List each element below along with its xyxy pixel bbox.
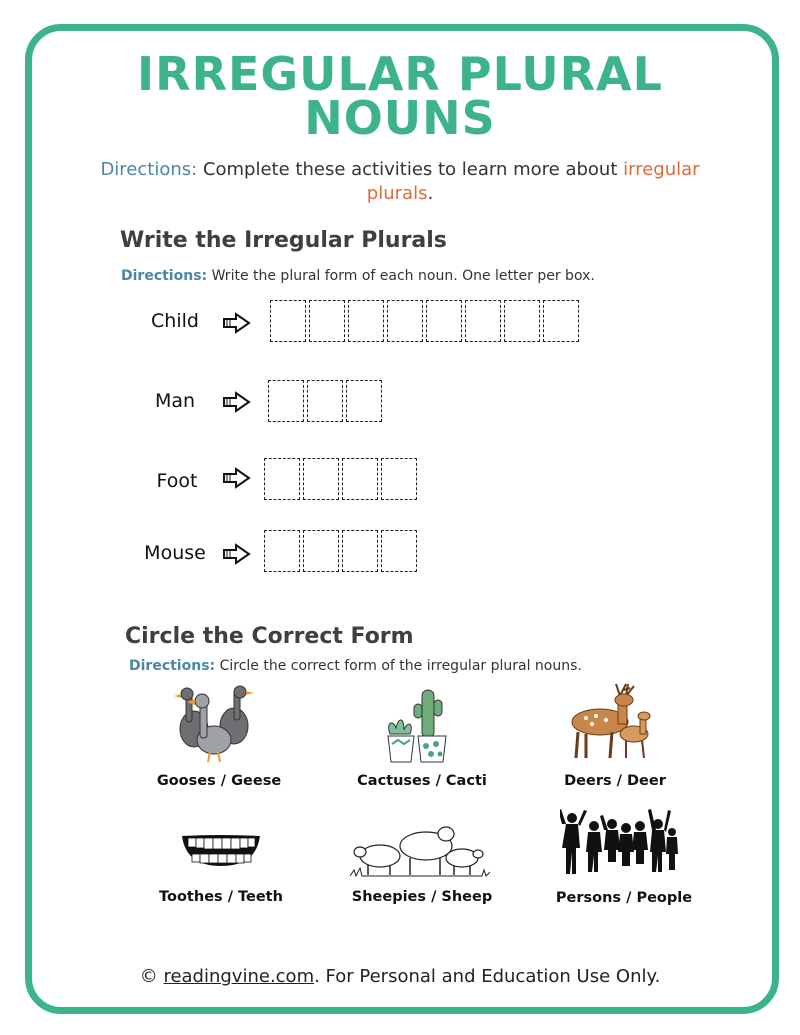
letter-boxes-foot xyxy=(264,458,417,500)
letter-box[interactable] xyxy=(504,300,540,342)
letter-box[interactable] xyxy=(346,380,382,422)
word-foot: Foot xyxy=(156,470,198,492)
deer-icon[interactable] xyxy=(566,680,656,762)
teeth-icon[interactable] xyxy=(180,830,262,870)
word-child: Child xyxy=(151,310,199,332)
main-directions-text: Complete these activities to learn more about xyxy=(202,159,618,180)
letter-box[interactable] xyxy=(309,300,345,342)
letter-boxes-man xyxy=(268,380,382,422)
geese-icon[interactable] xyxy=(172,684,256,764)
letter-boxes-child xyxy=(270,300,579,342)
caption-cacti: Cactuses / Cacti xyxy=(357,773,487,789)
main-directions xyxy=(70,158,730,206)
section-1-directions-label: Directions: xyxy=(121,268,208,284)
footer-text: . For Personal and Education Use Only. xyxy=(314,966,661,987)
word-mouse: Mouse xyxy=(144,542,206,564)
section-2-title: Circle the Correct Form xyxy=(125,624,414,649)
letter-box[interactable] xyxy=(264,458,300,500)
section-2-directions xyxy=(129,658,582,674)
letter-box[interactable] xyxy=(307,380,343,422)
main-directions-highlight: irregular plurals xyxy=(366,159,700,204)
sheep-icon[interactable] xyxy=(350,820,490,880)
letter-box[interactable] xyxy=(268,380,304,422)
title-line-2: NOUNS xyxy=(304,91,496,145)
letter-box[interactable] xyxy=(270,300,306,342)
letter-box[interactable] xyxy=(543,300,579,342)
main-directions-label: Directions: xyxy=(100,159,198,180)
letter-box[interactable] xyxy=(381,458,417,500)
letter-boxes-mouse xyxy=(264,530,417,572)
section-2-directions-text: Circle the correct form of the irregular plural nouns. xyxy=(219,658,582,674)
people-icon[interactable] xyxy=(560,808,680,878)
footer xyxy=(0,966,800,987)
letter-box[interactable] xyxy=(303,458,339,500)
section-1-title: Write the Irregular Plurals xyxy=(120,228,447,253)
section-2-directions-label: Directions: xyxy=(129,658,216,674)
letter-box[interactable] xyxy=(381,530,417,572)
cacti-icon[interactable] xyxy=(384,684,450,764)
section-1-directions xyxy=(121,268,595,284)
caption-deer: Deers / Deer xyxy=(564,773,666,789)
caption-sheep: Sheepies / Sheep xyxy=(351,889,493,905)
letter-box[interactable] xyxy=(465,300,501,342)
letter-box[interactable] xyxy=(303,530,339,572)
caption-teeth: Toothes / Teeth xyxy=(159,889,283,905)
letter-box[interactable] xyxy=(426,300,462,342)
letter-box[interactable] xyxy=(348,300,384,342)
main-directions-end: . xyxy=(427,183,434,204)
letter-box[interactable] xyxy=(342,530,378,572)
copyright-symbol: © xyxy=(139,966,158,987)
arrow-right-icon xyxy=(222,542,252,566)
section-1-directions-text: Write the plural form of each noun. One letter per box. xyxy=(211,268,595,284)
letter-box[interactable] xyxy=(387,300,423,342)
caption-geese: Gooses / Geese xyxy=(156,773,282,789)
word-man: Man xyxy=(154,390,196,412)
letter-box[interactable] xyxy=(342,458,378,500)
arrow-right-icon xyxy=(222,390,252,414)
title-line-1: IRREGULAR PLURAL xyxy=(137,47,663,101)
page-title xyxy=(0,47,800,145)
footer-site-link[interactable]: readingvine.com xyxy=(163,966,315,987)
caption-people: Persons / People xyxy=(555,890,693,906)
arrow-right-icon xyxy=(222,466,252,490)
letter-box[interactable] xyxy=(264,530,300,572)
arrow-right-icon xyxy=(222,311,252,335)
